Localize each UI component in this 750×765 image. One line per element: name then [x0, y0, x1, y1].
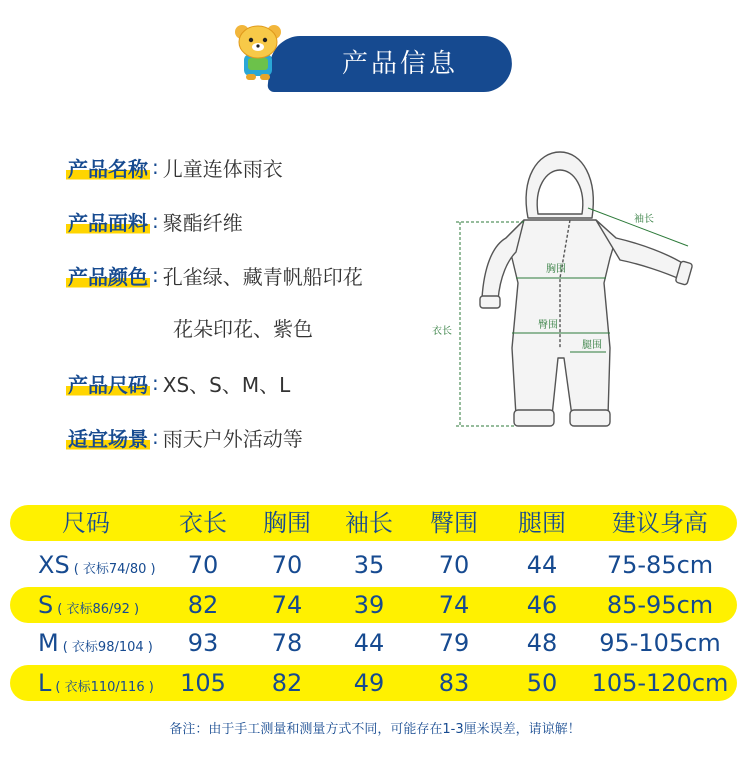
sleeve-label: 袖长: [634, 214, 654, 225]
hip-label: 臀围: [538, 320, 558, 331]
info-label: 产品面料: [66, 207, 150, 236]
table-cell: 75-85cm: [606, 551, 714, 579]
table-cell: 79: [438, 629, 470, 657]
table-cell: 105: [180, 669, 226, 697]
table-cell: 70: [187, 551, 219, 579]
table-row: [10, 547, 737, 583]
header-cell: 建议身高: [612, 509, 708, 537]
info-row-color: 产品颜色 : 孔雀绿、藏青帆船印花: [66, 260, 363, 290]
info-value: 儿童连体雨衣: [162, 156, 283, 181]
table-cell: 70: [271, 551, 303, 579]
chest-label: 胸围: [546, 264, 566, 275]
table-cell: 44: [526, 551, 558, 579]
size-cell: XS ( 衣标74/80 ): [38, 551, 156, 579]
table-cell: 78: [271, 629, 303, 657]
info-row-size: 产品尺码 : XS、S、M、L: [66, 368, 290, 398]
table-header-row: [10, 505, 737, 541]
table-cell: 82: [187, 591, 219, 619]
info-row-fabric: 产品面料 : 聚酯纤维: [66, 206, 243, 236]
table-cell: 50: [526, 669, 558, 697]
table-cell: 74: [271, 591, 303, 619]
info-value: 孔雀绿、藏青帆船印花: [162, 264, 363, 289]
info-label: 产品颜色: [66, 261, 150, 290]
length-label: 衣长: [432, 326, 452, 337]
page-title: 产品信息: [341, 49, 458, 79]
table-row: [10, 587, 737, 623]
info-label: 适宜场景: [66, 423, 150, 452]
table-cell: 39: [353, 591, 385, 619]
header-cell: 胸围: [263, 509, 311, 537]
table-cell: 35: [353, 551, 385, 579]
info-label: 产品尺码: [66, 369, 150, 398]
table-cell: 105-120cm: [591, 669, 729, 697]
info-row-scene: 适宜场景 : 雨天户外活动等: [66, 422, 303, 452]
info-value-continuation: 花朵印花、紫色: [173, 317, 313, 341]
size-cell: S ( 衣标86/92 ): [38, 591, 140, 619]
table-cell: 46: [526, 591, 558, 619]
info-row-name: 产品名称 : 儿童连体雨衣: [66, 152, 283, 182]
size-cell: L ( 衣标110/116 ): [38, 669, 154, 697]
table-row: [10, 665, 737, 701]
table-cell: 70: [438, 551, 470, 579]
table-cell: 82: [271, 669, 303, 697]
info-value: XS、S、M、L: [162, 372, 291, 397]
table-row: [10, 625, 737, 661]
info-label: 产品名称: [66, 153, 150, 182]
header-cell: 衣长: [179, 509, 227, 537]
table-cell: 44: [353, 629, 385, 657]
header-cell: 袖长: [345, 509, 393, 537]
info-value: 聚酯纤维: [162, 210, 243, 235]
bear-mascot-icon: [232, 20, 284, 82]
table-cell: 48: [526, 629, 558, 657]
raincoat-diagram: [420, 148, 710, 458]
table-cell: 95-105cm: [599, 629, 721, 657]
table-cell: 49: [353, 669, 385, 697]
header-cell: 臀围: [430, 509, 478, 537]
footnote: 备注：由于手工测量和测量方式不同，可能存在1-3厘米误差，请谅解！: [169, 722, 581, 737]
table-cell: 93: [187, 629, 219, 657]
size-cell: M ( 衣标98/104 ): [38, 629, 153, 657]
info-value: 雨天户外活动等: [162, 426, 303, 451]
leg-label: 腿围: [582, 340, 602, 351]
table-cell: 74: [438, 591, 470, 619]
table-cell: 83: [438, 669, 470, 697]
header-cell: 尺码: [62, 509, 110, 537]
table-cell: 85-95cm: [606, 591, 714, 619]
header-cell: 腿围: [518, 509, 566, 537]
